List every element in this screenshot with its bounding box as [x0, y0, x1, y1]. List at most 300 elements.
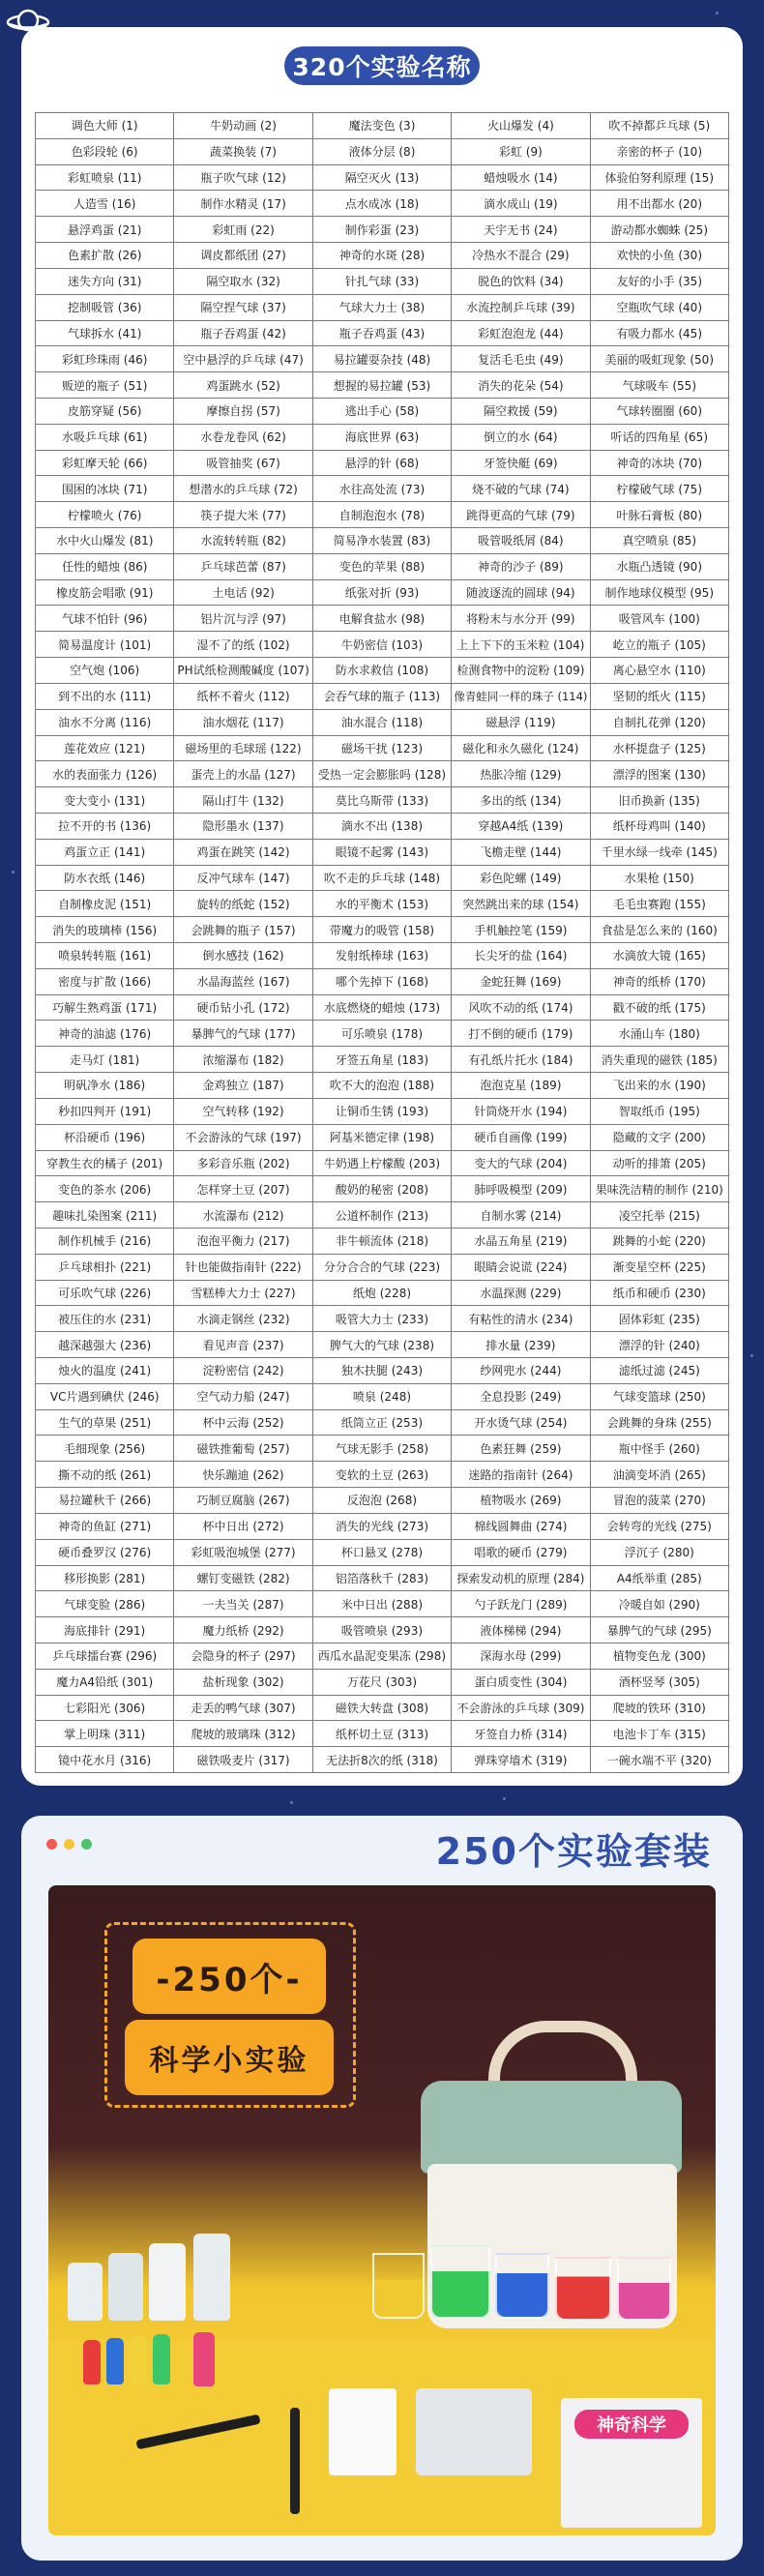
- experiment-cell: 移形换影 (281): [36, 1565, 174, 1591]
- experiment-cell: 不会游泳的乒乓球 (309): [452, 1695, 590, 1721]
- experiment-cell: 瓶子吞鸡蛋 (42): [174, 320, 312, 346]
- experiment-cell: 烛火的温度 (241): [36, 1358, 174, 1384]
- experiment-cell: 制作地球仪模型 (95): [590, 579, 728, 606]
- experiment-cell: 脾气大的气球 (238): [312, 1332, 451, 1358]
- experiment-cell: 暴脾气的气球 (295): [590, 1617, 728, 1643]
- experiment-cell: 神奇的水斑 (28): [312, 243, 451, 269]
- experiment-cell: 暴脾气的气球 (177): [174, 1021, 312, 1047]
- experiment-cell: 上上下下的玉米粒 (104): [452, 632, 590, 658]
- table-row: [36, 1462, 729, 1488]
- table-row: [36, 553, 729, 579]
- experiment-cell: 磁场干扰 (123): [312, 735, 451, 761]
- experiment-cell: 弹珠穿墙术 (319): [452, 1747, 590, 1773]
- experiment-cell: 油水烟花 (117): [174, 709, 312, 735]
- experiment-cell: 制作水精灵 (17): [174, 191, 312, 217]
- experiment-cell: 变色的苹果 (88): [312, 553, 451, 579]
- experiment-cell: 会转弯的光线 (275): [590, 1513, 728, 1539]
- experiment-cell: 金鸡独立 (187): [174, 1073, 312, 1099]
- experiment-cell: 可乐喷泉 (178): [312, 1021, 451, 1047]
- experiment-cell: 泡泡平衡力 (217): [174, 1228, 312, 1254]
- experiment-cell: 针筒烧开水 (194): [452, 1098, 590, 1124]
- experiment-cell: 多彩音乐瓶 (202): [174, 1150, 312, 1176]
- experiment-cell: 脱色的饮料 (34): [452, 268, 590, 294]
- experiment-cell: 凌空托举 (215): [590, 1202, 728, 1229]
- experiment-cell: 气球吸车 (55): [590, 372, 728, 399]
- experiment-cell: 牙签快艇 (69): [452, 450, 590, 476]
- table-row: [36, 813, 729, 839]
- beaker-blue: [495, 2253, 549, 2319]
- experiment-cell: 硬币钻小孔 (172): [174, 994, 312, 1021]
- table-row: [36, 1747, 729, 1773]
- experiment-cell: 会隐身的杯子 (297): [174, 1643, 312, 1669]
- experiment-cell: 气球拆水 (41): [36, 320, 174, 346]
- experiment-cell: 吸管风车 (100): [590, 606, 728, 632]
- experiment-cell: 水晶五角星 (219): [452, 1228, 590, 1254]
- star-dot: [750, 1354, 753, 1357]
- table-row: [36, 865, 729, 891]
- experiment-cell: 雪糕棒大力士 (227): [174, 1280, 312, 1306]
- experiment-cell: 变大的气球 (204): [452, 1150, 590, 1176]
- experiment-cell: 筷子提大米 (77): [174, 502, 312, 528]
- experiment-cell: 固体彩虹 (235): [590, 1306, 728, 1332]
- table-row: [36, 1669, 729, 1695]
- experiment-cell: 硬币自画像 (199): [452, 1124, 590, 1150]
- experiment-cell: 七彩阳光 (306): [36, 1695, 174, 1721]
- experiment-cell: 磁铁推葡萄 (257): [174, 1436, 312, 1462]
- experiment-cell: 蔬菜换装 (7): [174, 138, 312, 164]
- experiment-cell: 泡泡克星 (189): [452, 1073, 590, 1099]
- experiment-cell: 简易净水装置 (83): [312, 528, 451, 554]
- experiment-cell: 水杯提盘子 (125): [590, 735, 728, 761]
- experiment-cell: 隐形墨水 (137): [174, 813, 312, 839]
- experiment-cell: 阿基米德定律 (198): [312, 1124, 451, 1150]
- experiment-cell: 莲花效应 (121): [36, 735, 174, 761]
- table-row: [36, 1124, 729, 1150]
- experiment-cell: 螺钉变磁铁 (282): [174, 1565, 312, 1591]
- experiment-cell: 旧币换新 (135): [590, 787, 728, 814]
- experiment-cell: 彩虹 (9): [452, 138, 590, 164]
- experiment-cell: 天宇无书 (24): [452, 217, 590, 243]
- table-row: [36, 658, 729, 684]
- experiment-cell: 欢快的小鱼 (30): [590, 243, 728, 269]
- experiment-cell: 吹不掉都乒乓球 (5): [590, 113, 728, 139]
- test-paper-box: [329, 2388, 397, 2475]
- experiment-cell: 开水烫气球 (254): [452, 1409, 590, 1436]
- experiment-cell: 瓶子吹气球 (12): [174, 164, 312, 191]
- experiment-cell: 一夫当关 (287): [174, 1591, 312, 1617]
- experiment-cell: 会吞气球的瓶子 (113): [312, 683, 451, 709]
- experiment-cell: 吸管抽奖 (67): [174, 450, 312, 476]
- table-row: [36, 994, 729, 1021]
- experiment-cell: 杯中日出 (272): [174, 1513, 312, 1539]
- booklet-title: 神奇科学: [574, 2410, 689, 2439]
- beaker-pink: [617, 2257, 671, 2321]
- experiment-cell: 消失的花朵 (54): [452, 372, 590, 399]
- experiment-cell: 柠檬喷火 (76): [36, 502, 174, 528]
- experiment-cell: 棉线圆舞曲 (274): [452, 1513, 590, 1539]
- experiment-cell: 自制泡泡水 (78): [312, 502, 451, 528]
- table-row: [36, 1098, 729, 1124]
- experiment-cell: 风吹不动的纸 (174): [452, 994, 590, 1021]
- experiment-cell: 水滴放大镜 (165): [590, 943, 728, 969]
- experiment-cell: 牙签自力桥 (314): [452, 1721, 590, 1747]
- experiment-cell: 快乐蹦迪 (262): [174, 1462, 312, 1488]
- experiment-cell: 铝片沉与浮 (97): [174, 606, 312, 632]
- table-row: [36, 294, 729, 320]
- experiment-cell: 叶脉石膏板 (80): [590, 502, 728, 528]
- experiment-cell: 纸杯不着火 (112): [174, 683, 312, 709]
- table-row: [36, 346, 729, 372]
- experiment-cell: 湿不了的纸 (102): [174, 632, 312, 658]
- table-row: [36, 1358, 729, 1384]
- experiment-cell: 飞出来的水 (190): [590, 1073, 728, 1099]
- experiment-cell: 海底排针 (291): [36, 1617, 174, 1643]
- experiment-cell: 隔空灭火 (13): [312, 164, 451, 191]
- experiment-cell: 喷泉转转瓶 (161): [36, 943, 174, 969]
- experiment-cell: 彩虹吸泡城堡 (277): [174, 1539, 312, 1565]
- experiment-cell: 镜中花水月 (316): [36, 1747, 174, 1773]
- experiment-cell: 空中悬浮的乒乓球 (47): [174, 346, 312, 372]
- table-row: [36, 528, 729, 554]
- table-row: [36, 683, 729, 709]
- table-row: [36, 424, 729, 450]
- table-row: [36, 1047, 729, 1073]
- experiment-cell: 纸炮 (228): [312, 1280, 451, 1306]
- experiment-cell: 制作彩蛋 (23): [312, 217, 451, 243]
- experiment-cell: 深海水母 (299): [452, 1643, 590, 1669]
- experiment-cell: 无法折8次的纸 (318): [312, 1747, 451, 1773]
- table-row: [36, 1176, 729, 1202]
- experiment-cell: 跳舞的小蛇 (220): [590, 1228, 728, 1254]
- experiment-cell: 空气转移 (192): [174, 1098, 312, 1124]
- table-row: [36, 191, 729, 217]
- experiment-cell: 漂浮的图案 (130): [590, 761, 728, 787]
- experiment-cell: 电解食盐水 (98): [312, 606, 451, 632]
- experiment-cell: 水中火山爆发 (81): [36, 528, 174, 554]
- table-row: [36, 450, 729, 476]
- experiment-cell: 独木扶腿 (243): [312, 1358, 451, 1384]
- experiment-cell: 有粘性的清水 (234): [452, 1306, 590, 1332]
- experiment-cell: 隔空救援 (59): [452, 398, 590, 424]
- experiment-cell: 易拉罐耍杂技 (48): [312, 346, 451, 372]
- experiment-cell: 果味洗洁精的制作 (210): [590, 1176, 728, 1202]
- experiment-cell: 有孔纸片托水 (184): [452, 1047, 590, 1073]
- experiment-cell: 悬浮的针 (68): [312, 450, 451, 476]
- table-row: [36, 1539, 729, 1565]
- badge-subtitle: 科学小实验: [125, 2020, 334, 2095]
- experiment-cell: 调皮都纸团 (27): [174, 243, 312, 269]
- experiment-cell: 巧解生熟鸡蛋 (171): [36, 994, 174, 1021]
- experiment-cell: 围困的冰块 (71): [36, 476, 174, 502]
- experiment-cell: 打不倒的硬币 (179): [452, 1021, 590, 1047]
- experiment-cell: 水往高处流 (73): [312, 476, 451, 502]
- experiment-cell: 西瓜水晶泥变果冻 (298): [312, 1643, 451, 1669]
- table-row: [36, 113, 729, 139]
- experiment-cell: 水卷龙卷风 (62): [174, 424, 312, 450]
- experiment-cell: 水滴走钢丝 (232): [174, 1306, 312, 1332]
- experiment-cell: 瓶中怪手 (260): [590, 1436, 728, 1462]
- experiment-cell: 蛋白质变性 (304): [452, 1669, 590, 1695]
- experiment-cell: 跳得更高的气球 (79): [452, 502, 590, 528]
- experiment-cell: 撕不动的纸 (261): [36, 1462, 174, 1488]
- experiment-cell: 针扎气球 (33): [312, 268, 451, 294]
- experiment-cell: 人造雪 (16): [36, 191, 174, 217]
- experiment-cell: 拉不开的书 (136): [36, 813, 174, 839]
- experiment-cell: 分分合合的气球 (223): [312, 1254, 451, 1280]
- experiment-cell: 电池卡丁车 (315): [590, 1721, 728, 1747]
- experiment-cell: 油滴变坏消 (265): [590, 1462, 728, 1488]
- table-row: [36, 1332, 729, 1358]
- experiment-cell: 空瓶吹气球 (40): [590, 294, 728, 320]
- experiment-cell: 戳不破的纸 (175): [590, 994, 728, 1021]
- experiment-cell: 毛细现象 (256): [36, 1436, 174, 1462]
- experiment-cell: 看见声音 (237): [174, 1332, 312, 1358]
- experiment-cell: 滤纸过滤 (245): [590, 1358, 728, 1384]
- experiment-cell: 友好的小手 (35): [590, 268, 728, 294]
- kit-title: 250个实验套装: [435, 1830, 712, 1873]
- experiment-cell: 金蛇狂舞 (169): [452, 968, 590, 994]
- beaker-red: [555, 2257, 611, 2321]
- table-row: [36, 502, 729, 528]
- experiment-cell: 倒水感技 (162): [174, 943, 312, 969]
- experiment-cell: 勺子跃龙门 (289): [452, 1591, 590, 1617]
- experiment-cell: 漂浮的针 (240): [590, 1332, 728, 1358]
- experiment-cell: 硬币叠罗汉 (276): [36, 1539, 174, 1565]
- experiment-cell: 肺呼吸模型 (209): [452, 1176, 590, 1202]
- experiment-cell: 乒乓球相扑 (221): [36, 1254, 174, 1280]
- experiment-cell: 浮沉子 (280): [590, 1539, 728, 1565]
- experiment-cell: 哪个先掉下 (168): [312, 968, 451, 994]
- window-dot-yellow: [64, 1839, 74, 1850]
- zip-bag: [416, 2388, 532, 2475]
- experiment-cell: 滴水成山 (19): [452, 191, 590, 217]
- table-row: [36, 217, 729, 243]
- experiment-cell: 检测食物中的淀粉 (109): [452, 658, 590, 684]
- experiment-cell: 彩虹珍珠雨 (46): [36, 346, 174, 372]
- experiment-cell: 眼镜不起雾 (143): [312, 839, 451, 865]
- experiment-cell: 随波逐流的圆球 (94): [452, 579, 590, 606]
- experiment-cell: 色素扩散 (26): [36, 243, 174, 269]
- kit-card: [21, 1816, 743, 2561]
- table-row: [36, 839, 729, 865]
- experiment-cell: 彩虹摩天轮 (66): [36, 450, 174, 476]
- table-row: [36, 1643, 729, 1669]
- experiment-cell: 眼睛会说谎 (224): [452, 1254, 590, 1280]
- experiment-cell: 蛋壳上的水晶 (127): [174, 761, 312, 787]
- experiment-cell: 反冲气球车 (147): [174, 865, 312, 891]
- experiment-cell: 纸张对折 (93): [312, 579, 451, 606]
- experiment-cell: 毛毛虫赛跑 (155): [590, 891, 728, 917]
- experiment-cell: 磁铁大转盘 (308): [312, 1695, 451, 1721]
- table-row: [36, 1565, 729, 1591]
- experiment-cell: 神奇的油滤 (176): [36, 1021, 174, 1047]
- experiment-cell: 魔力A4铅纸 (301): [36, 1669, 174, 1695]
- experiment-cell: 复活毛毛虫 (49): [452, 346, 590, 372]
- experiment-cell: 自制水雾 (214): [452, 1202, 590, 1229]
- star-dot: [716, 12, 719, 15]
- experiment-cell: 迷路的指南针 (264): [452, 1462, 590, 1488]
- experiment-cell: 调色大师 (1): [36, 113, 174, 139]
- experiment-cell: 受热一定会膨胀吗 (128): [312, 761, 451, 787]
- table-row: [36, 243, 729, 269]
- experiment-cell: 水温探测 (229): [452, 1280, 590, 1306]
- experiment-cell: 空气动力船 (247): [174, 1383, 312, 1409]
- experiment-cell: 想握的易拉罐 (53): [312, 372, 451, 399]
- experiment-cell: 排水量 (239): [452, 1332, 590, 1358]
- experiment-cell: 植物变色龙 (300): [590, 1643, 728, 1669]
- experiment-cell: 水吸乒乓球 (61): [36, 424, 174, 450]
- experiment-cell: 贩逆的瓶子 (51): [36, 372, 174, 399]
- experiment-cell: 磁场里的毛球瑶 (122): [174, 735, 312, 761]
- experiment-cell: 油水混合 (118): [312, 709, 451, 735]
- reagent-bottle: [149, 2243, 186, 2321]
- experiment-cell: 水流瀑布 (212): [174, 1202, 312, 1229]
- experiment-cell: 像青蛙同一样的珠子 (114): [452, 683, 590, 709]
- table-row: [36, 632, 729, 658]
- table-row: [36, 606, 729, 632]
- experiment-cell: 明矾净水 (186): [36, 1073, 174, 1099]
- experiment-cell: 水果枪 (150): [590, 865, 728, 891]
- experiment-cell: 被压住的水 (231): [36, 1306, 174, 1332]
- kit-photo: [48, 1885, 716, 2535]
- experiment-cell: 乒乓球芭蕾 (87): [174, 553, 312, 579]
- experiment-cell: 反泡泡 (268): [312, 1488, 451, 1514]
- table-row: [36, 943, 729, 969]
- experiment-cell: 神奇的纸桥 (170): [590, 968, 728, 994]
- table-row: [36, 1228, 729, 1254]
- experiment-cell: 走丢的鸭气球 (307): [174, 1695, 312, 1721]
- experiment-cell: 生气的草果 (251): [36, 1409, 174, 1436]
- experiment-cell: 摩擦自拐 (57): [174, 398, 312, 424]
- experiment-cell: 怎样穿土豆 (207): [174, 1176, 312, 1202]
- experiment-cell: 挖制吸管 (36): [36, 294, 174, 320]
- table-row: [36, 164, 729, 191]
- dropper-bottle: [106, 2338, 124, 2384]
- experiment-table: [35, 112, 729, 1773]
- experiment-cell: 爬坡的铁环 (310): [590, 1695, 728, 1721]
- experiment-cell: 隔山打牛 (132): [174, 787, 312, 814]
- experiment-cell: 纸筒立正 (253): [312, 1409, 451, 1436]
- experiment-list-card: [21, 27, 743, 1786]
- experiment-cell: 彩虹喷泉 (11): [36, 164, 174, 191]
- experiment-cell: 防水求救信 (108): [312, 658, 451, 684]
- experiment-cell: 神奇的冰块 (70): [590, 450, 728, 476]
- experiment-cell: 牛奶密信 (103): [312, 632, 451, 658]
- experiment-cell: 莫比乌斯带 (133): [312, 787, 451, 814]
- table-row: [36, 1280, 729, 1306]
- experiment-cell: 磁悬浮 (119): [452, 709, 590, 735]
- experiment-cell: 逃出手心 (58): [312, 398, 451, 424]
- experiment-cell: 水底燃烧的蜡烛 (173): [312, 994, 451, 1021]
- experiment-cell: 橡皮筋会唱歌 (91): [36, 579, 174, 606]
- experiment-cell: VC片遇到碘伏 (246): [36, 1383, 174, 1409]
- experiment-cell: 冷暖自如 (290): [590, 1591, 728, 1617]
- experiment-cell: 水瓶凸透镜 (90): [590, 553, 728, 579]
- experiment-cell: A4纸举重 (285): [590, 1565, 728, 1591]
- experiment-cell: 穿越A4纸 (139): [452, 813, 590, 839]
- window-dot-red: [46, 1839, 57, 1850]
- experiment-cell: 让铜币生锈 (193): [312, 1098, 451, 1124]
- experiment-cell: 趣味扎染图案 (211): [36, 1202, 174, 1229]
- experiment-cell: 铝箔落秋千 (283): [312, 1565, 451, 1591]
- experiment-cell: 倒立的水 (64): [452, 424, 590, 450]
- table-row: [36, 1513, 729, 1539]
- experiment-cell: 公道杯制作 (213): [312, 1202, 451, 1229]
- experiment-cell: 滴水不出 (138): [312, 813, 451, 839]
- experiment-cell: 动听的排箫 (205): [590, 1150, 728, 1176]
- table-row: [36, 1721, 729, 1747]
- experiment-cell: 突然跳出来的球 (154): [452, 891, 590, 917]
- experiment-cell: 吸管吸纸屑 (84): [452, 528, 590, 554]
- experiment-cell: 蜡烛吸水 (14): [452, 164, 590, 191]
- experiment-cell: 千里水绿一线牵 (145): [590, 839, 728, 865]
- experiment-cell: 自制扎花弹 (120): [590, 709, 728, 735]
- experiment-cell: 走马灯 (181): [36, 1047, 174, 1073]
- reagent-bottle: [108, 2253, 143, 2321]
- experiment-cell: 纸杯母鸡叫 (140): [590, 813, 728, 839]
- badge-frame: [104, 1922, 356, 2108]
- experiment-cell: 自制橡皮泥 (151): [36, 891, 174, 917]
- experiment-cell: 掌上明珠 (311): [36, 1721, 174, 1747]
- experiment-cell: 简易温度计 (101): [36, 632, 174, 658]
- experiment-cell: 气球无影手 (258): [312, 1436, 451, 1462]
- experiment-cell: 听话的四角星 (65): [590, 424, 728, 450]
- experiment-cell: 会跳舞的瓶子 (157): [174, 917, 312, 943]
- star-dot: [12, 871, 15, 873]
- experiment-cell: 神奇的沙子 (89): [452, 553, 590, 579]
- experiment-cell: 秒扣四判开 (191): [36, 1098, 174, 1124]
- experiment-cell: 全息投影 (249): [452, 1383, 590, 1409]
- experiment-cell: 气球变脸 (286): [36, 1591, 174, 1617]
- table-row: [36, 372, 729, 399]
- experiment-cell: 消失重现的磁铁 (185): [590, 1047, 728, 1073]
- experiment-cell: 渐变星空杯 (225): [590, 1254, 728, 1280]
- experiment-cell: 可乐吹气球 (226): [36, 1280, 174, 1306]
- experiment-cell: 液体梯梯 (294): [452, 1617, 590, 1643]
- table-row: [36, 735, 729, 761]
- experiment-cell: 离心悬空水 (110): [590, 658, 728, 684]
- star-dot: [503, 1797, 506, 1800]
- experiment-cell: 火山爆发 (4): [452, 113, 590, 139]
- experiment-cell: 空气炮 (106): [36, 658, 174, 684]
- experiment-cell: 吸管喷泉 (293): [312, 1617, 451, 1643]
- experiment-cell: 米中日出 (288): [312, 1591, 451, 1617]
- experiment-cell: 色素狂舞 (259): [452, 1436, 590, 1462]
- experiment-cell: 纸币和硬币 (230): [590, 1280, 728, 1306]
- instruction-booklet: [561, 2398, 702, 2528]
- table-row: [36, 138, 729, 164]
- experiment-cell: 色彩段轮 (6): [36, 138, 174, 164]
- table-row: [36, 268, 729, 294]
- experiment-cell: 游动都水蜘蛛 (25): [590, 217, 728, 243]
- experiment-cell: 针也能做指南针 (222): [174, 1254, 312, 1280]
- experiment-cell: 瓶子吞鸡蛋 (43): [312, 320, 451, 346]
- experiment-cell: 爬坡的玻璃珠 (312): [174, 1721, 312, 1747]
- experiment-cell: 手机触控笔 (159): [452, 917, 590, 943]
- experiment-cell: 土电话 (92): [174, 579, 312, 606]
- experiment-cell: 酸奶的秘密 (208): [312, 1176, 451, 1202]
- experiment-cell: 水的表面张力 (126): [36, 761, 174, 787]
- experiment-cell: 将粉末与水分开 (99): [452, 606, 590, 632]
- box-lid: [421, 2081, 682, 2174]
- experiment-cell: 水的平衡术 (153): [312, 891, 451, 917]
- experiment-cell: 坚韧的纸火 (115): [590, 683, 728, 709]
- experiment-cell: 纱网兜水 (244): [452, 1358, 590, 1384]
- table-row: [36, 398, 729, 424]
- experiment-cell: 牛奶动画 (2): [174, 113, 312, 139]
- experiment-cell: 彩虹泡泡龙 (44): [452, 320, 590, 346]
- star-dot: [290, 1801, 293, 1804]
